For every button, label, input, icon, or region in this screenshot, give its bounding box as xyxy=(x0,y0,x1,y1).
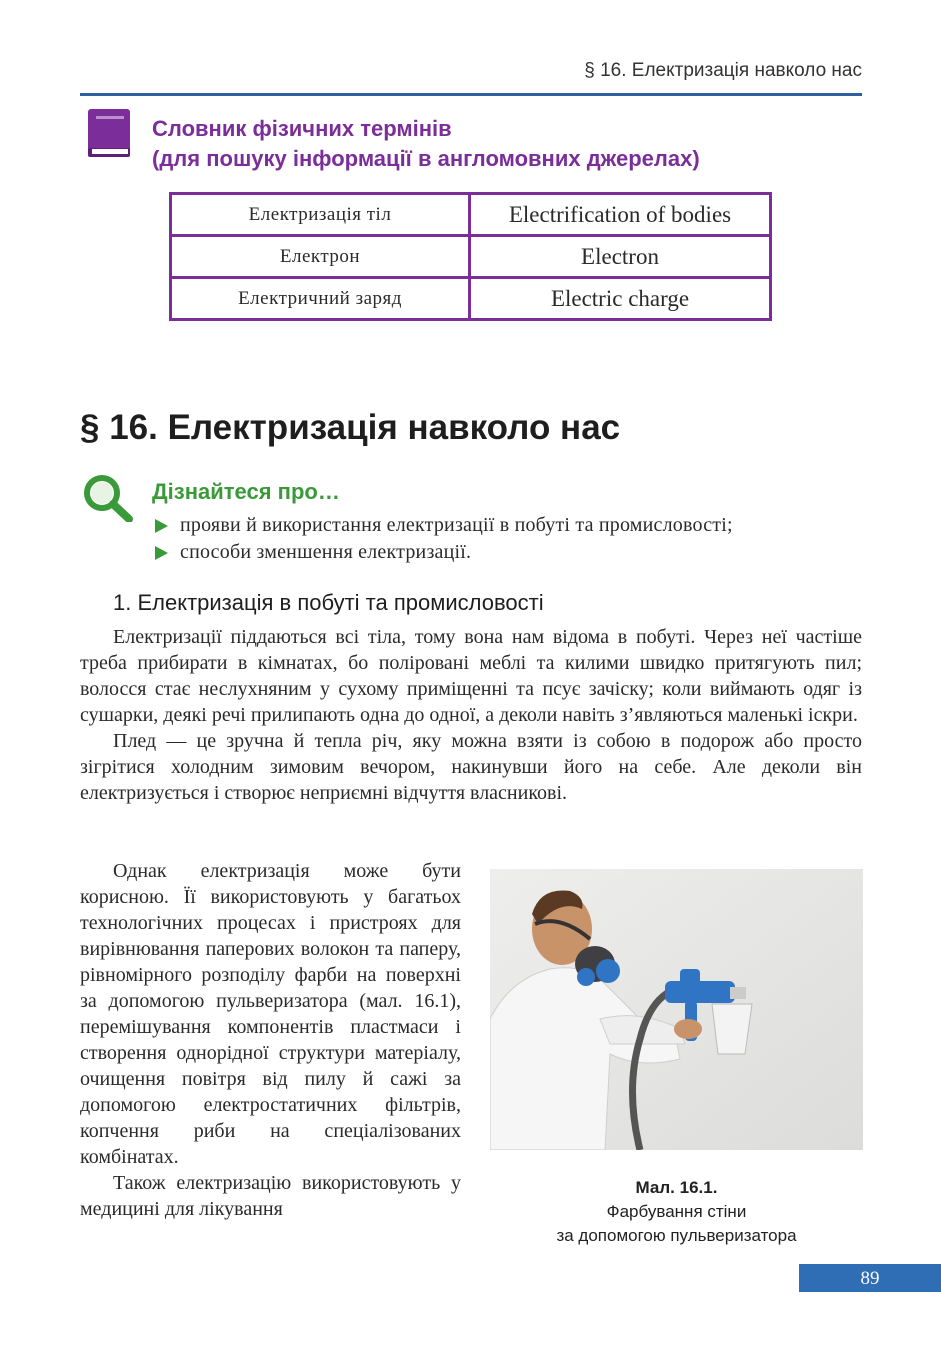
column-text xyxy=(80,858,461,1222)
paragraph: Електризації піддаються всі тіла, тому вона нам відома в побуті. Через неї частіше треба прибирати в кімнатах, бо поліровані меблі та килими швидко притягують пил; волосся стає неслухняним у сухому приміщенні та псує зачіску; коли виймають одяг із сушарки, деякі речі прилипають одна до одної, а деколи навіть з’являються маленькі іскри. xyxy=(80,626,862,726)
figure-number: Мал. 16.1. xyxy=(635,1178,718,1197)
table-row xyxy=(171,278,771,320)
spray-painting-photo xyxy=(490,869,863,1150)
section-title: § 16. Електризація навколо нас xyxy=(80,408,621,447)
running-header: § 16. Електризація навколо нас xyxy=(584,60,862,81)
paragraph: Також електризацію використовують у медицині для лікування xyxy=(80,1172,461,1220)
figure-caption-line2: за допомогою пульверизатора xyxy=(556,1226,797,1245)
paragraph: Однак електризація може бути корисною. Її використовують у багатьох технологічних процесах і пристроях для вирівнювання паперових волокон та паперу, рівномірного розподілу фарби на поверхні за допомогою пульверизатора (мал. 16.1), перемішування компонентів пластмаси і створення однорідної структури матеріалу, очищення повітря від пилу й сажі за допомогою електростатичних фільтрів, копчення риби на спеціалізованих комбінатах. xyxy=(80,860,461,1168)
term-uk: Електризація тіл xyxy=(171,194,470,236)
table-row xyxy=(171,236,771,278)
book-icon xyxy=(86,108,132,158)
paragraph: Плед — це зручна й тепла річ, яку можна взяти із собою в подорож або просто зігрітися холодним зимовим вечором, накинувши його на себе. Але деколи він електризується і створює неприємні відчуття власникові. xyxy=(80,730,862,804)
glossary-title-line2: (для пошуку інформації в англомовних джерелах) xyxy=(152,146,700,171)
learn-about-list xyxy=(155,512,733,566)
term-uk: Електрон xyxy=(171,236,470,278)
triangle-bullet-icon xyxy=(155,519,168,533)
list-item xyxy=(155,539,733,566)
list-item-text: способи зменшення електризації. xyxy=(180,541,472,563)
glossary-title xyxy=(152,114,852,174)
subsection-title: 1. Електризація в побуті та промисловості xyxy=(113,590,544,615)
magnifier-icon xyxy=(82,474,134,522)
page-number: 89 xyxy=(799,1264,941,1292)
full-width-text xyxy=(80,624,862,806)
figure-caption xyxy=(490,1176,863,1248)
term-en: Electron xyxy=(470,236,771,278)
figure-caption-line1: Фарбування стіни xyxy=(606,1202,747,1221)
header-rule xyxy=(80,93,862,96)
list-item-text: прояви й використання електризації в побуті та промисловості; xyxy=(180,514,733,536)
table-row xyxy=(171,194,771,236)
glossary-title-line1: Словник фізичних термінів xyxy=(152,116,452,141)
triangle-bullet-icon xyxy=(155,546,168,560)
term-uk: Електричний заряд xyxy=(171,278,470,320)
learn-about-title: Дізнайтеся про… xyxy=(152,479,340,504)
term-en: Electric charge xyxy=(470,278,771,320)
list-item xyxy=(155,512,733,539)
terms-table xyxy=(169,192,772,321)
term-en: Electrification of bodies xyxy=(470,194,771,236)
